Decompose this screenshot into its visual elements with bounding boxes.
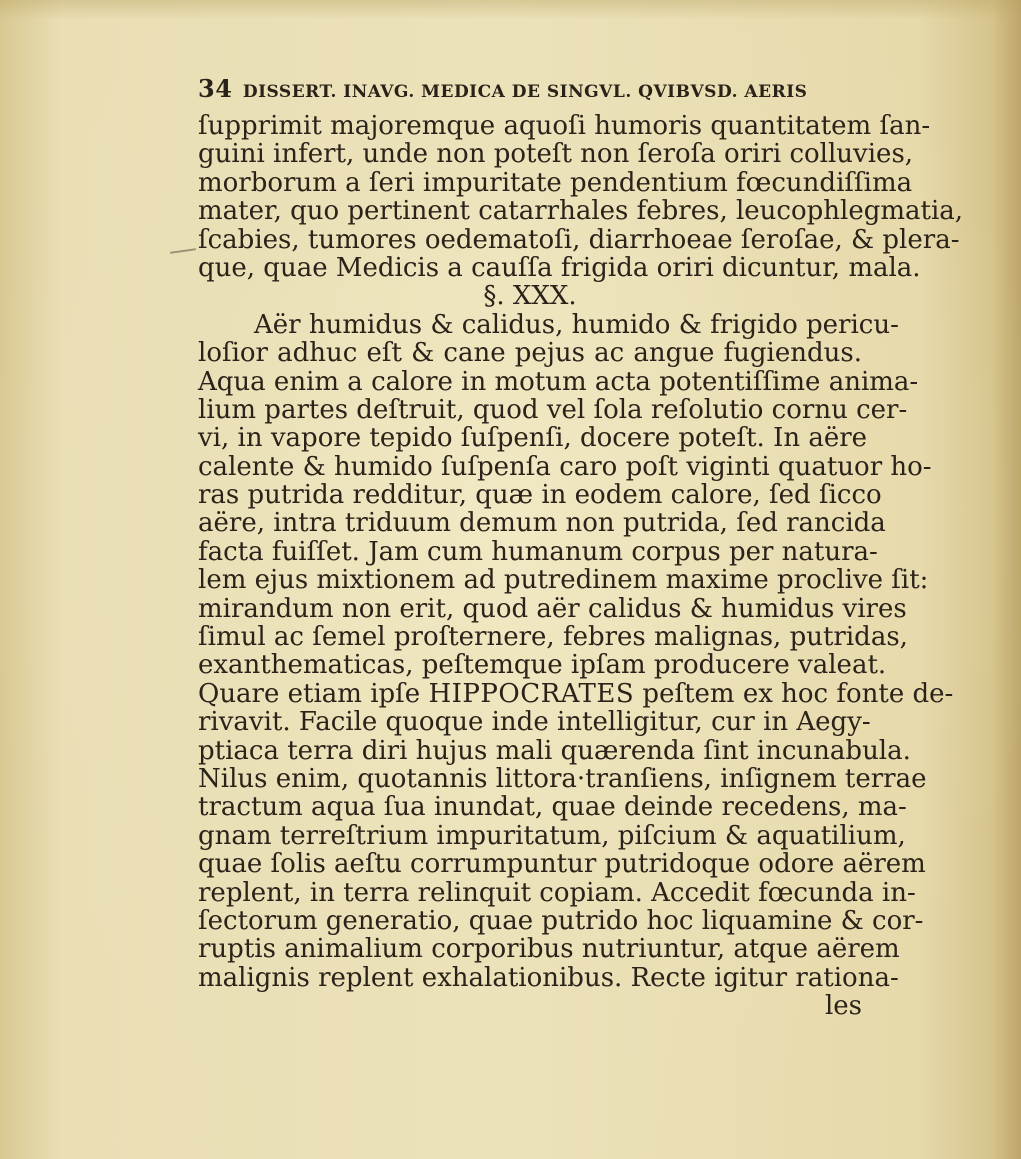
running-header [198,74,868,103]
line-end: peſtem ex hoc fonte de- [634,678,954,709]
text-line: Aër humidus & calidus, humido & frigido pericu- [254,309,899,340]
text-line: exanthematicas, peſtemque ipſam producere valeat. [198,650,887,681]
section-heading: §. XXX. [483,281,577,312]
text-line: Aqua enim a calore in motum acta potentiſſime anima- [198,366,919,397]
text-line: calente & humido ſuſpenſa caro poſt viginti quatuor ho- [198,451,932,482]
text-line: guini infert, unde non poteſt non ſeroſa oriri colluvies, [198,139,914,170]
body-text [198,111,964,1022]
text-line: quae ſolis aeſtu corrumpuntur putridoque odore aërem [198,849,926,880]
name-hippocrates: HIPPOCRATES [428,678,635,709]
text-line: gnam terreſtrium impuritatum, piſcium & aquatilium, [198,820,906,851]
text-line: ruptis animalium corporibus nutriuntur, atque aërem [198,934,900,965]
text-line: tractum aqua ſua inundat, quae deinde recedens, ma- [198,792,907,823]
text-line: ptiaca terra diri hujus mali quærenda ſint incunabula. [198,735,911,766]
text-line: mirandum non erit, quod aër calidus & humidus vires [198,593,907,624]
text-line: vi, in vapore tepido ſuſpenſi, docere poteſt. In aëre [198,423,868,454]
text-line: lem ejus mixtionem ad putredinem maxime proclive ſit: [198,565,929,596]
text-line: ſupprimit majoremque aquoſi humoris quantitatem ſan- [198,111,931,141]
top-edge-shading [0,0,1021,20]
text-line: mater, quo pertinent catarrhales febres, leucophlegmatia, [198,196,964,227]
text-line: Nilus enim, quotannis littora·tranſiens, inſignem terrae [198,763,927,794]
text-line-hippocrates [198,678,954,709]
text-line: loſior adhuc eſt & cane pejus ac angue fugiendus. [198,338,862,369]
text-line: replent, in terra relinquit copiam. Accedit fœcunda in- [198,877,916,908]
text-line: lium partes deſtruit, quod vel ſola reſolutio cornu cer- [198,394,908,425]
text-line: ſectorum generatio, quae putrido hoc liquamine & cor- [198,905,924,936]
margin-pencil-mark [170,248,196,254]
right-edge-shading [993,0,1021,1159]
text-line: ras putrida redditur, quæ in eodem calore, ſed ſicco [198,480,882,511]
text-line: morborum a ſeri impuritate pendentium fœcundiſſima [198,167,913,198]
page-number: 34 [198,74,233,103]
text-line: rivavit. Facile quoque inde intelligitur, cur in Aegy- [198,707,871,738]
running-title: DISSERT. INAVG. MEDICA DE SINGVL. QVIBVSD. AERIS [242,82,808,102]
text-line: ſimul ac ſemel proſternere, febres malignas, putridas, [198,622,908,653]
text-line: malignis replent exhalationibus. Recte igitur rationa- [198,962,899,993]
text-line: aëre, intra triduum demum non putrida, ſed rancida [198,508,886,539]
text-line: ſcabies, tumores oedematoſi, diarrhoeae ſeroſae, & plera- [198,224,960,255]
text-line: que, quae Medicis a cauſſa frigida oriri dicuntur, mala. [198,252,921,283]
line-start: Quare etiam ipſe [198,678,429,709]
catchword: les [824,991,862,1022]
text-line: facta fuiſſet. Jam cum humanum corpus per natura- [198,536,878,567]
